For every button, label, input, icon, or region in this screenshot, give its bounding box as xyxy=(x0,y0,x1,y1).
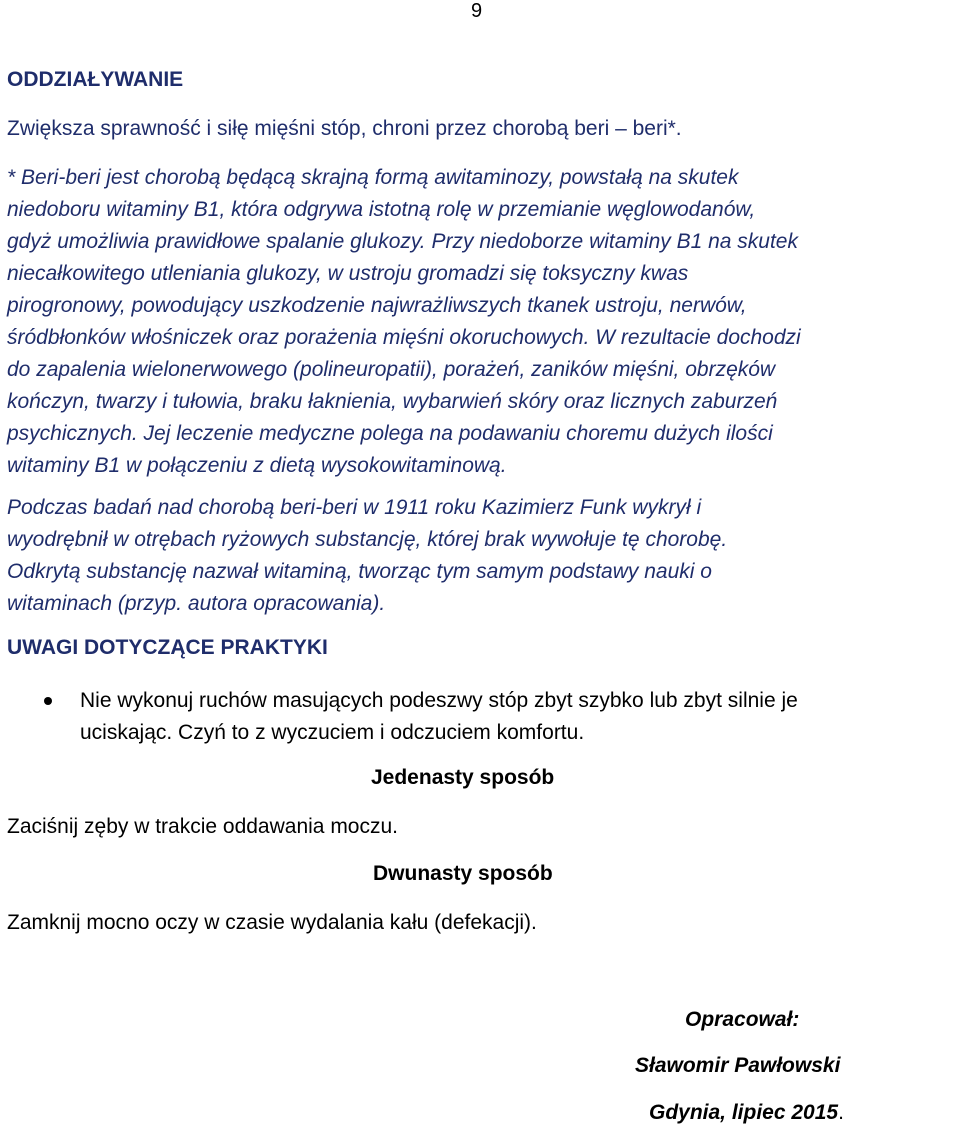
footnote-line: niecałkowitego utleniania glukozy, w ustroju gromadzi się toksyczny kwas xyxy=(7,262,689,285)
bullet-icon xyxy=(44,697,52,705)
footnote-line: do zapalenia wielonerwowego (polineuropatii), porażeń, zaników mięśni, obrzęków xyxy=(7,358,776,381)
footnote-line-part: gdyż umożliwia prawidłowe spalanie glukozy. Przy niedoborze witaminy B1 na skutek xyxy=(7,230,798,253)
signature-label: Opracował: xyxy=(685,1008,800,1031)
heading-oddzialywanie: ODDZIAŁYWANIE xyxy=(7,68,184,91)
footnote-line: witaminy B1 w połączeniu z dietą wysokowitaminową. xyxy=(7,454,507,477)
funk-line: witaminach (przyp. autora opracowania). xyxy=(7,592,386,615)
funk-line: wyodrębnił w otrębach ryżowych substancję, której brak wywołuje tę chorobę. xyxy=(7,528,728,551)
way12-title: Dwunasty sposób xyxy=(373,862,553,885)
footnote-line: niedoboru witaminy B1, która odgrywa istotną rolę w przemianie węglowodanów, xyxy=(7,198,756,221)
footnote-line: psychicznych. Jej leczenie medyczne polega na podawaniu choremu dużych ilości xyxy=(7,422,773,445)
bullet-line: Nie wykonuj ruchów masujących podeszwy stóp zbyt szybko lub zbyt silnie je xyxy=(80,689,798,712)
signature-place-date-line xyxy=(649,1101,844,1125)
heading-uwagi: UWAGI DOTYCZĄCE PRAKTYKI xyxy=(7,636,328,659)
page-number: 9 xyxy=(471,0,483,22)
way11-text: Zaciśnij zęby w trakcie oddawania moczu. xyxy=(7,815,399,838)
footnote-line: śródbłonków włośniczek oraz porażenia mięśni okoruchowych. W rezultacie dochodzi xyxy=(7,326,801,349)
way11-title: Jedenasty sposób xyxy=(371,766,555,789)
bullet-item xyxy=(80,685,955,749)
signature-author: Sławomir Pawłowski xyxy=(635,1054,841,1077)
footnote-line: pirogronowy, powodujący uszkodzenie najwrażliwszych tkanek ustroju, nerwów, xyxy=(7,294,747,317)
bullet-line: uciskając. Czyń to z wyczuciem i odczuciem komfortu. xyxy=(80,721,585,744)
signature-place-date: Gdynia, lipiec 2015 xyxy=(649,1101,839,1124)
signature-dot: . xyxy=(838,1101,844,1124)
footnote-paragraph xyxy=(7,162,955,482)
way12-text: Zamknij mocno oczy w czasie wydalania kału (defekacji). xyxy=(7,911,537,934)
funk-line: Odkrytą substancję nazwał witaminą, tworząc tym samym podstawy nauki o xyxy=(7,560,712,583)
footnote-line xyxy=(7,226,955,258)
intro-text: Zwiększa sprawność i siłę mięśni stóp, chroni przez chorobą beri – beri*. xyxy=(7,117,682,140)
funk-line: Podczas badań nad chorobą beri-beri w 1911 roku Kazimierz Funk wykrył i xyxy=(7,496,702,519)
footnote-line: * Beri-beri jest chorobą będącą skrajną formą awitaminozy, powstałą na skutek xyxy=(7,166,739,189)
funk-paragraph xyxy=(7,492,955,620)
footnote-line: kończyn, twarzy i tułowia, braku łaknienia, wybarwień skóry oraz licznych zaburzeń xyxy=(7,390,778,413)
